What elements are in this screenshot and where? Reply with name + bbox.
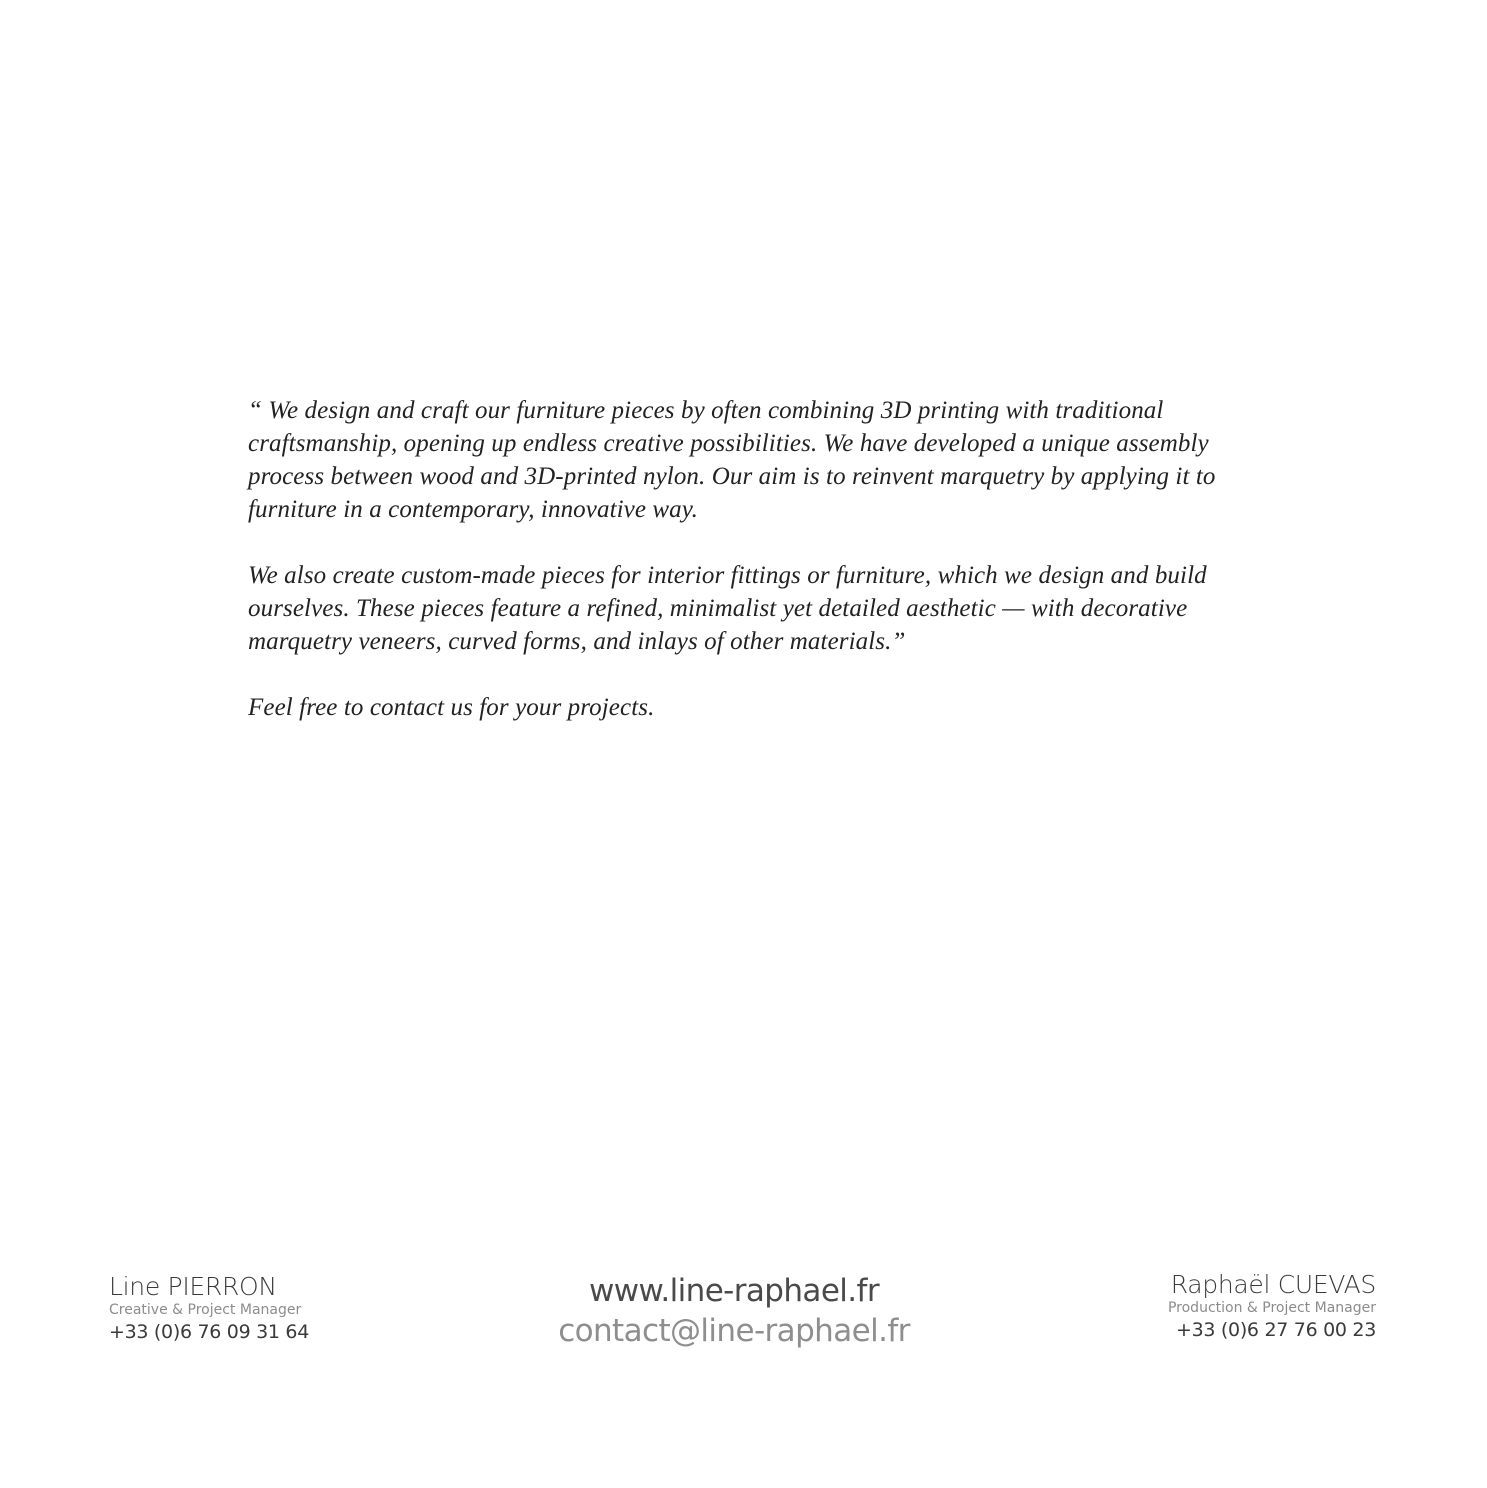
email-link[interactable]: contact@line-raphael.fr	[558, 1313, 910, 1349]
contact-name: Raphaël CUEVAS	[1170, 1270, 1376, 1299]
contact-name: Line PIERRON	[109, 1272, 277, 1301]
studio-statement	[248, 394, 1258, 757]
statement-paragraph-1: “ We design and craft our furniture pieces by often combining 3D printing with traditional craftsmanship, opening up endless creative possibilities. We have developed a unique assembly process between wood and 3D-printed nylon. Our aim is to reinvent marquetry by applying it to furniture in a contemporary, innovative way.	[248, 397, 1216, 523]
contact-phone[interactable]: +33 (0)6 27 76 00 23	[1175, 1319, 1376, 1341]
statement-paragraph-3: Feel free to contact us for your projects.	[248, 694, 655, 721]
contact-card-line-pierron	[109, 1272, 429, 1345]
contact-role: Creative & Project Manager	[109, 1302, 302, 1318]
studio-contact	[484, 1270, 984, 1350]
statement-paragraph-2: We also create custom-made pieces for interior fittings or furniture, which we design and build ourselves. These pieces feature a refined, minimalist yet detailed aesthetic — with decorative marquetry veneers, curved forms, and inlays of other materials.”	[248, 562, 1207, 655]
contact-role: Production & Project Manager	[1167, 1300, 1376, 1316]
contact-card-raphael-cuevas	[1036, 1270, 1376, 1343]
website-link[interactable]: www.line-raphael.fr	[588, 1273, 880, 1309]
contact-phone[interactable]: +33 (0)6 76 09 31 64	[109, 1321, 310, 1343]
